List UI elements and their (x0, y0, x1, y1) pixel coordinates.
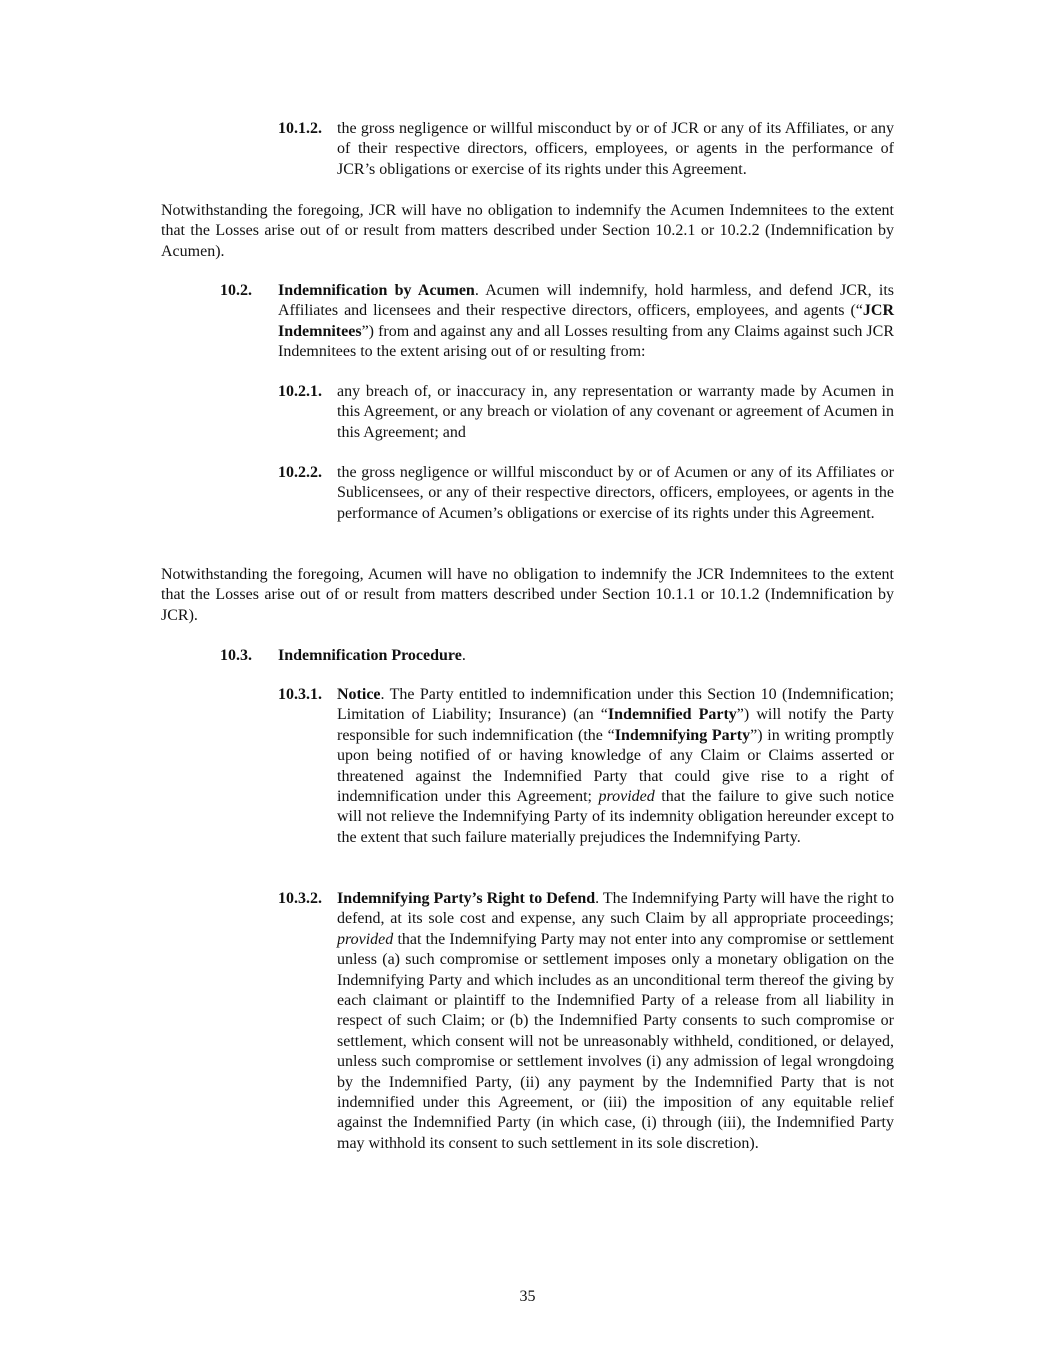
italic-term: provided (337, 930, 394, 948)
section-number: 10.3.2. (278, 890, 322, 907)
section-number: 10.2. (220, 282, 252, 299)
text-run: . (461, 647, 466, 664)
section-10-2-1 (278, 382, 894, 443)
section-number: 10.1.2. (278, 120, 322, 137)
text-run: that the Indemnifying Party may not enter into any compromise or settlement unless (a) such compromise or settlement imposes only a monetary obligation on the Indemnifying Party and which includes as an unconditional term thereof the giving by each claimant or plaintiff to the Indemnified Party of a release from all liability in respect of such Claim; or (b) the Indemnified Party consents to such compromise or settlement, which consent will not be unreasonably withheld, conditioned, or delayed, unless such compromise or settlement involves (i) any admission of legal wrongdoing by the Indemnified Party, (ii) any payment by the Indemnified Party that is not indemnified under this Agreement, or (iii) the imposition of any equitable relief against the Indemnified Party (in which case, (i) through (iii), the Indemnified Party may withhold its consent to such settlement in its sole discretion). (337, 930, 894, 1152)
text-run: that the failure to give such notice will not relieve the Indemnifying Party of its indemnity obligation hereunder except to the extent that such failure materially prejudices the Indemnifying Party. (337, 788, 894, 846)
section-number: 10.2.1. (278, 383, 322, 400)
section-text: any breach of, or inaccuracy in, any representation or warranty made by Acumen in this Agreement, or any breach or violation of any covenant or agreement of Acumen in this Agreement; and (337, 383, 894, 441)
italic-term: provided (598, 788, 655, 806)
section-heading: Indemnification Procedure (278, 647, 462, 664)
text-run: . The Indemnifying Party will have the right to defend, at its sole cost and expense, any such Claim by all appropriate proceedings; (337, 890, 894, 928)
section-10-2 (220, 281, 894, 363)
section-10-3-1 (278, 685, 894, 848)
section-number: 10.3. (220, 647, 252, 664)
page-number: 35 (519, 1288, 536, 1305)
defined-term: Indemnified Party (607, 706, 737, 724)
section-10-2-2 (278, 463, 894, 524)
section-text: the gross negligence or willful misconduct by or of JCR or any of its Affiliates, or any of their respective directors, officers, employees, or agents in the performance of JCR’s obligations or exercise of its rights under this Agreement. (337, 120, 894, 178)
section-10-3-2 (278, 889, 894, 1154)
section-text (337, 889, 894, 1154)
text-run: . Acumen will indemnify, hold harmless, and defend JCR, its Affiliates and licensees and their respective directors, officers, employees, and agents (“ (278, 282, 895, 320)
section-10-1-2 (278, 119, 894, 180)
section-10-3 (220, 646, 894, 666)
defined-term: Indemnifying Party (614, 726, 751, 744)
text-run: ”) from and against any and all Losses resulting from any Claims against such JCR Indemnitees to the extent arising out of or resulting from: (278, 322, 894, 361)
section-number: 10.3.1. (278, 686, 322, 703)
section-text (278, 646, 894, 666)
text-run: . The Party entitled to indemnification under this Section 10 (Indemnification; Limitation of Liability; Insurance) (an “ (337, 686, 894, 724)
section-heading: Indemnification by Acumen (278, 282, 475, 299)
section-heading: Notice (337, 686, 381, 703)
section-number: 10.2.2. (278, 464, 322, 481)
section-text (278, 281, 894, 363)
paragraph-notwithstanding-acumen: Notwithstanding the foregoing, Acumen will have no obligation to indemnify the JCR Indemnitees to the extent that the Losses arise out of or result from matters described under Section 10.1.1 or 10.1.2 (Indemnification by JCR). (161, 566, 894, 624)
section-heading: Indemnifying Party’s Right to Defend (337, 890, 596, 907)
text-run: ”) in writing promptly upon being notified of or having knowledge of any Claim or Claims asserted or threatened against the Indemnified Party that could give rise to a right of indemnification under this Agreement; (337, 726, 895, 806)
section-text: the gross negligence or willful misconduct by or of Acumen or any of its Affiliates or Sublicensees, or any of their respective directors, officers, employees, or agents in the performance of Acumen’s obligations or exercise of its rights under this Agreement. (337, 464, 894, 522)
section-text (337, 685, 894, 848)
defined-term: JCR Indemnitees (278, 302, 894, 340)
text-run: ”) will notify the Party responsible for such indemnification (the “ (337, 706, 895, 744)
paragraph-notwithstanding-jcr: Notwithstanding the foregoing, JCR will have no obligation to indemnify the Acumen Indemnitees to the extent that the Losses arise out of or result from matters described under Section 10.2.1 or 10.2.2 (Indemnification by Acumen). (161, 202, 894, 260)
